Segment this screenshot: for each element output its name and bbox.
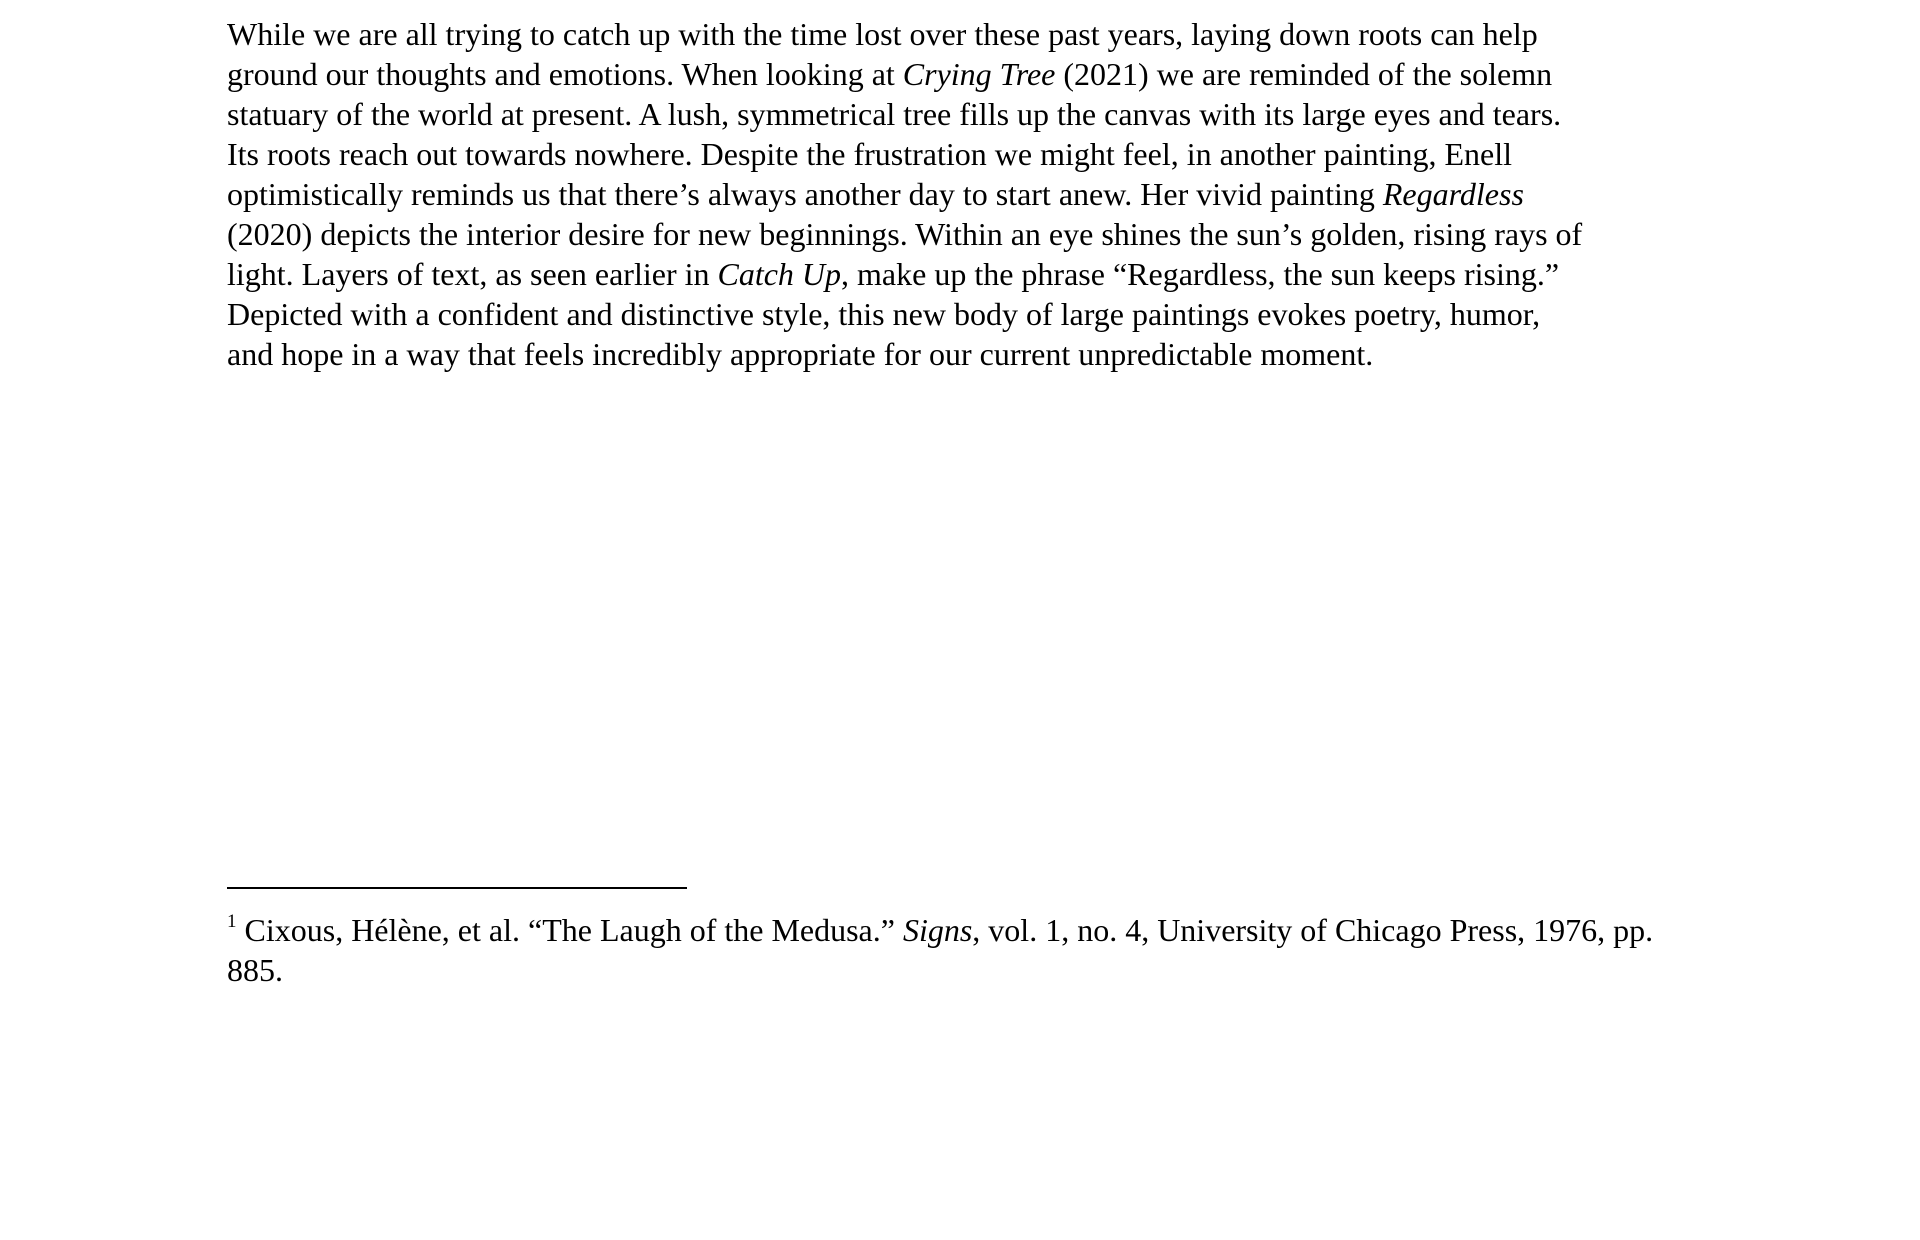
text-run: ground our thoughts and emotions. When looking at <box>227 56 903 92</box>
paragraph-line <box>227 174 1727 214</box>
text-run: Cixous, Hélène, et al. “The Laugh of the Medusa.” <box>244 912 903 948</box>
footnote-number: 1 <box>227 911 237 933</box>
text-run: (2020) depicts the interior desire for new beginnings. Within an eye shines the sun’s golden, rising rays of <box>227 216 1583 252</box>
artwork-title-catch-up: Catch Up <box>717 256 842 292</box>
paragraph-line <box>227 94 1727 134</box>
paragraph-line <box>227 334 1727 374</box>
footnote <box>227 910 1727 990</box>
artwork-title-regardless: Regardless <box>1382 176 1524 212</box>
text-run: Depicted with a confident and distinctive style, this new body of large paintings evokes poetry, humor, <box>227 296 1541 332</box>
journal-title: Signs <box>902 912 973 948</box>
text-run: While we are all trying to catch up with the time lost over these past years, laying down roots can help <box>227 16 1538 52</box>
body-paragraph <box>227 14 1727 374</box>
paragraph-line <box>227 254 1727 294</box>
footnote-line <box>227 950 1727 990</box>
paragraph-line <box>227 134 1727 174</box>
artwork-title-crying-tree: Crying Tree <box>902 56 1056 92</box>
footnote-line <box>227 910 1727 950</box>
paragraph-line <box>227 14 1727 54</box>
footnote-separator <box>227 887 687 889</box>
paragraph-line <box>227 54 1727 94</box>
text-run: and hope in a way that feels incredibly appropriate for our current unpredictable moment. <box>227 336 1374 372</box>
paragraph-line <box>227 214 1727 254</box>
text-run: optimistically reminds us that there’s always another day to start anew. Her vivid painting <box>227 176 1383 212</box>
text-run: Its roots reach out towards nowhere. Despite the frustration we might feel, in another painting, Enell <box>227 136 1512 172</box>
text-run: statuary of the world at present. A lush, symmetrical tree fills up the canvas with its large eyes and tears. <box>227 96 1562 132</box>
text-run: (2021) we are reminded of the solemn <box>1055 56 1553 92</box>
text-run: , make up the phrase “Regardless, the sun keeps rising.” <box>841 256 1560 292</box>
text-run: light. Layers of text, as seen earlier in <box>227 256 718 292</box>
text-run: 885. <box>227 952 283 988</box>
text-run: , vol. 1, no. 4, University of Chicago Press, 1976, pp. <box>972 912 1654 948</box>
paragraph-line <box>227 294 1727 334</box>
